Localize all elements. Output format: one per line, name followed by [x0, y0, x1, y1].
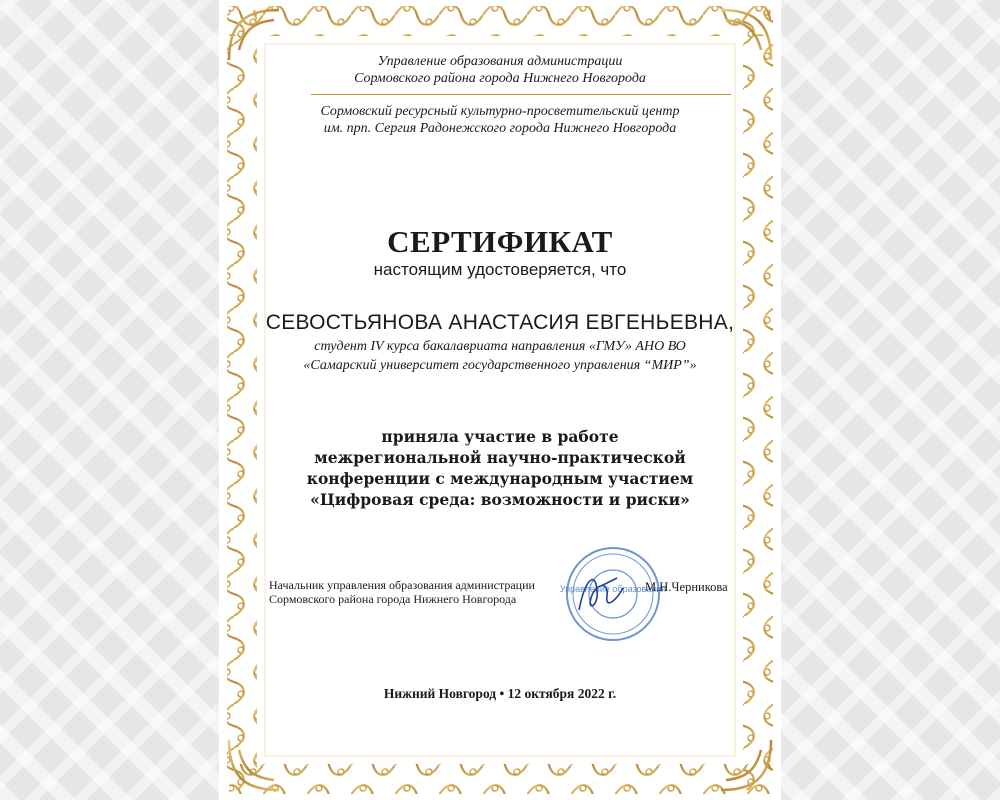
header-org-line2: Сормовского района города Нижнего Новгорода	[354, 71, 646, 86]
body-line-2: межрегиональной научно-практической	[314, 448, 686, 467]
place-date: Нижний Новгород • 12 октября 2022 г.	[383, 686, 617, 701]
body-line-3: конференции с международным участием	[306, 469, 694, 488]
header-center-line2: им. прп. Сергия Радонежского города Нижнего Новгорода	[323, 121, 677, 136]
signer-position-line2: Сормовского района города Нижнего Новгорода	[269, 592, 517, 606]
signer-name: М.Н.Черникова	[645, 580, 728, 594]
conference-title: «Цифровая среда: возможности и риски»	[310, 490, 690, 509]
signer-position-line1: Начальник управления образования администрации	[269, 578, 535, 592]
certificate-subtitle: настоящим удостоверяется, что	[373, 260, 627, 279]
recipient-program: студент IV курса бакалавриата направления «ГМУ» АНО ВО	[314, 339, 686, 354]
certificate-title: СЕРТИФИКАТ	[387, 224, 613, 259]
certificate-sheet	[219, 0, 781, 800]
header-org-line1: Управление образования администрации	[377, 54, 623, 69]
signer-position	[269, 578, 569, 606]
header-center-line1: Сормовский ресурсный культурно-просветительский центр	[320, 104, 680, 119]
stamp-text: Управление образования	[559, 584, 667, 594]
recipient-university: «Самарский университет государственного управления “МИР”»	[303, 358, 697, 373]
header-divider	[311, 94, 731, 95]
recipient-name: СЕВОСТЬЯНОВА АНАСТАСИЯ ЕВГЕНЬЕВНА,	[265, 311, 735, 334]
handwritten-signature	[579, 578, 623, 610]
body-line-1: приняла участие в работе	[381, 427, 619, 446]
